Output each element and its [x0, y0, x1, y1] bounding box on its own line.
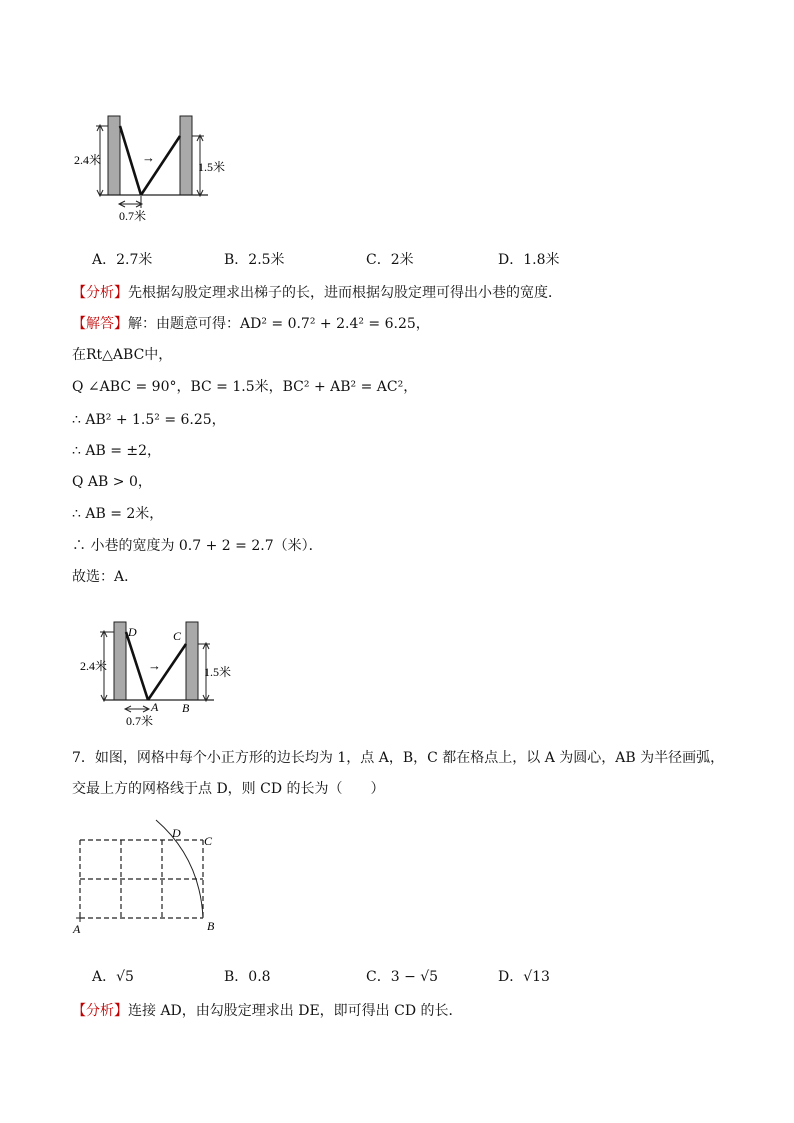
answer-tag: 【解答】 — [72, 316, 128, 332]
question-7-stem-cont: 交最上方的网格线于点 D，则 CD 的长为（ ） — [72, 781, 385, 797]
analysis-text: 连接 AD，由勾股定理求出 DE，即可得出 CD 的长． — [128, 1003, 463, 1019]
analysis-text: 先根据勾股定理求出梯子的长，进而根据勾股定理可得出小巷的宽度． — [128, 285, 562, 301]
solution-step: ∴ AB = ±2， — [72, 443, 162, 459]
option-b[interactable]: B．2.5米 — [224, 252, 285, 268]
left-height-label: 2.4米 — [74, 153, 102, 167]
solution-step: 解：由题意可得：AD² = 0.7² + 2.4² = 6.25， — [128, 316, 430, 332]
left-wall — [108, 116, 120, 195]
option-a[interactable]: A．√5 — [92, 969, 134, 985]
point-label-c: C — [173, 629, 182, 643]
bottom-width-label: 0.7米 — [119, 209, 147, 223]
solution-step: ∴ AB = 2米， — [72, 506, 164, 522]
grid-label-c: C — [204, 834, 213, 848]
grid-label-a: A — [73, 922, 81, 936]
solution-step: Q ∠ABC = 90°，BC = 1.5米，BC² + AB² = AC²， — [72, 379, 418, 395]
analysis-tag: 【分析】 — [72, 285, 128, 301]
q7-analysis-line — [72, 1001, 463, 1021]
solution-step: ∴ 小巷的宽度为 0.7 + 2 = 2.7（米）． — [72, 538, 323, 554]
left-height-label: 2.4米 — [80, 659, 108, 673]
point-label-b: B — [182, 701, 190, 715]
option-a[interactable]: A．2.7米 — [92, 252, 153, 268]
ladder-right — [141, 136, 180, 195]
question-7-stem: 7．如图，网格中每个小正方形的边长均为 1，点 A，B，C 都在格点上，以 A 为圆心，AB 为半径画弧， — [72, 750, 725, 766]
option-b[interactable]: B．0.8 — [224, 969, 271, 985]
solution-step: Q AB > 0， — [72, 474, 152, 490]
answer-choice: 故选：A． — [72, 569, 139, 585]
grid-label-b: B — [207, 919, 215, 933]
right-height-label: 1.5米 — [198, 160, 226, 174]
point-label-a: A — [151, 700, 159, 714]
arrow-icon: → — [148, 658, 161, 673]
analysis-line — [72, 283, 562, 303]
option-d[interactable]: D．√13 — [498, 969, 550, 985]
grid-figure — [70, 818, 230, 938]
grid-label-d: D — [172, 826, 181, 840]
answer-line — [72, 314, 430, 334]
ladder-left — [120, 126, 141, 195]
ladder-figure-1 — [70, 110, 250, 225]
ladder-figure-2 — [78, 614, 258, 730]
point-label-d: D — [128, 625, 137, 639]
bottom-width-label: 0.7米 — [126, 714, 154, 728]
right-wall — [180, 116, 192, 195]
right-height-label: 1.5米 — [204, 665, 232, 679]
solution-step: 在Rt△ABC中， — [72, 347, 173, 363]
arrow-icon: → — [142, 150, 155, 165]
option-c[interactable]: C．3 − √5 — [366, 969, 439, 985]
option-c[interactable]: C．2米 — [366, 252, 414, 268]
solution-step: ∴ AB² + 1.5² = 6.25， — [72, 412, 226, 428]
analysis-tag: 【分析】 — [72, 1003, 128, 1019]
option-d[interactable]: D．1.8米 — [498, 252, 560, 268]
